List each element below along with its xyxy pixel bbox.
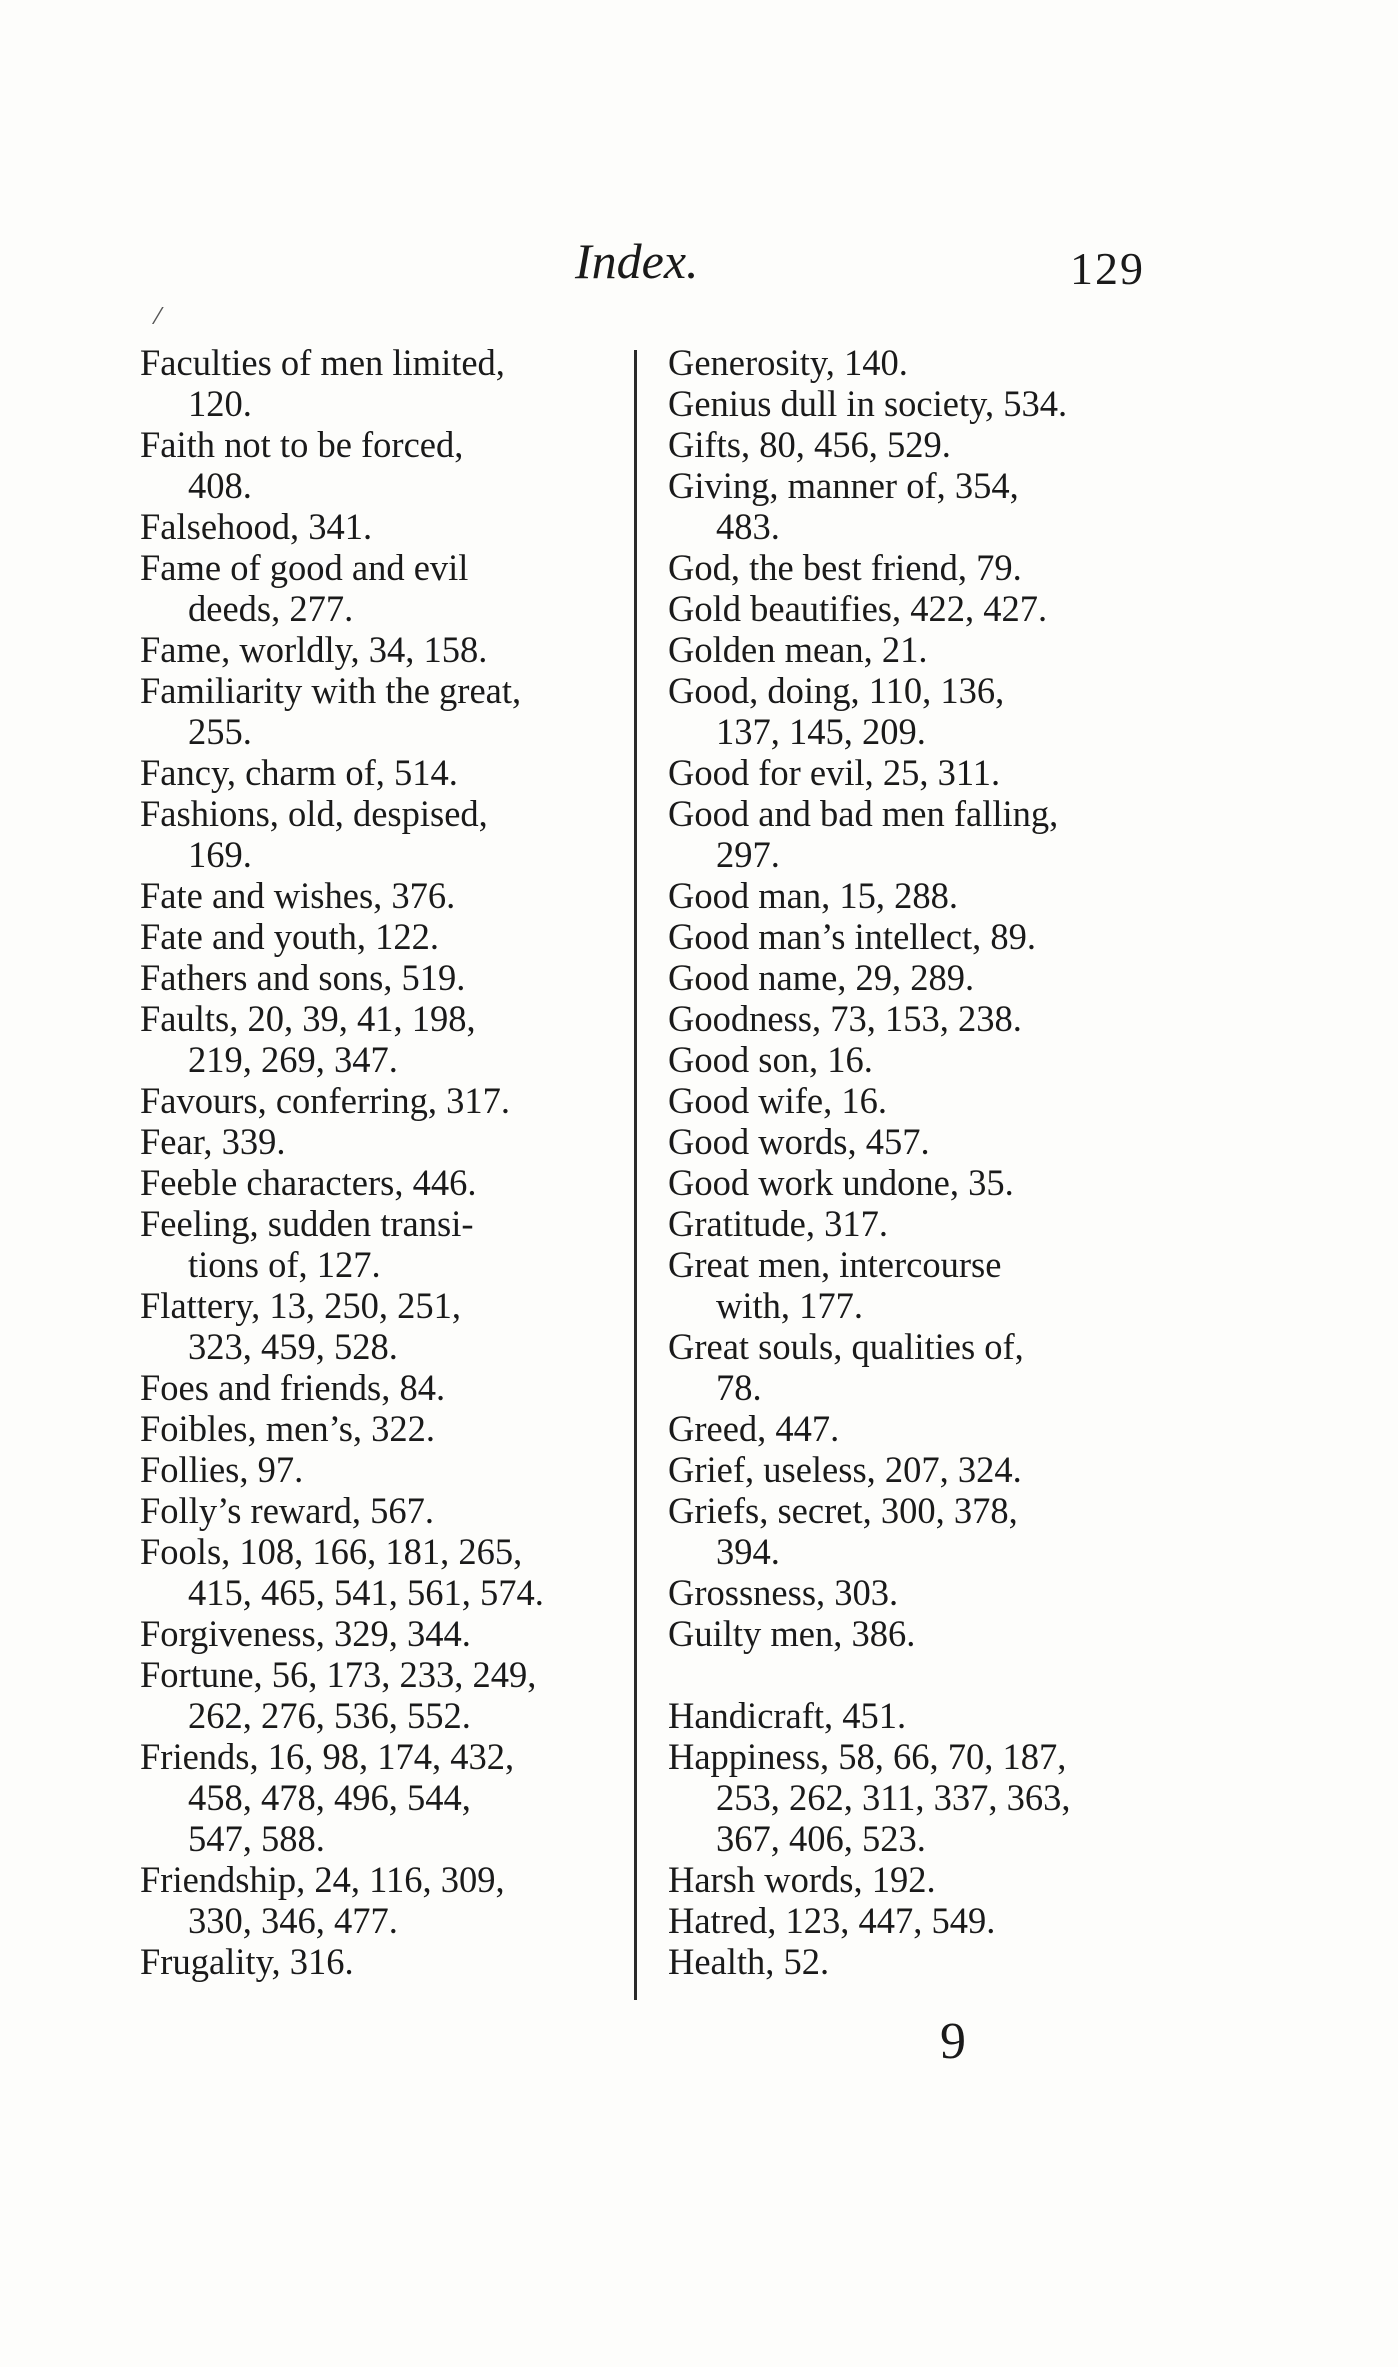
stray-mark: ⁄ [156,305,160,330]
index-entry-continuation: 415, 465, 541, 561, 574. [188,1572,544,1613]
section-gap [668,1654,1168,1695]
column-divider [634,350,637,2000]
index-entry-line: Gifts, 80, 456, 529. [668,424,951,465]
index-entry [668,1941,1168,1982]
index-entry [140,752,615,793]
index-entry-line: Good name, 29, 289. [668,957,975,998]
index-entry [668,1859,1168,1900]
index-entry-line: Fools, 108, 166, 181, 265, [140,1531,523,1572]
index-entry [140,629,615,670]
index-entry-line: Good man, 15, 288. [668,875,958,916]
index-entry-continuation: 262, 276, 536, 552. [188,1695,471,1736]
index-column-left [140,342,615,1982]
index-entry-line: Fame of good and evil [140,547,469,588]
index-entry [668,383,1168,424]
index-entry-line: Folly’s reward, 567. [140,1490,434,1531]
index-entry-line: Fame, worldly, 34, 158. [140,629,488,670]
index-entry [668,1203,1168,1244]
index-column-right [668,342,1168,1982]
index-entry-continuation: 408. [188,465,252,506]
index-entry [668,1449,1168,1490]
index-entry [140,342,615,424]
index-entry-continuation: 323, 459, 528. [188,1326,398,1367]
index-entry-line: Greed, 447. [668,1408,840,1449]
index-entry-line: Goodness, 73, 153, 238. [668,998,1022,1039]
index-entry [668,1736,1168,1859]
index-entry [140,1367,615,1408]
index-entry-line: Feeling, sudden transi- [140,1203,474,1244]
index-entry [140,547,615,629]
index-entry-continuation: 120. [188,383,252,424]
index-entry-line: Great men, intercourse [668,1244,1002,1285]
index-entry [668,1900,1168,1941]
index-entry [668,670,1168,752]
index-entry-line: Fathers and sons, 519. [140,957,466,998]
index-entry-line: Health, 52. [668,1941,830,1982]
index-entry-line: Friendship, 24, 116, 309, [140,1859,505,1900]
index-entry-continuation: 483. [716,506,780,547]
index-entry-line: Guilty men, 386. [668,1613,916,1654]
index-entry-line: Follies, 97. [140,1449,304,1490]
index-entry-line: Fate and wishes, 376. [140,875,456,916]
index-entry [140,1162,615,1203]
index-entry-line: Griefs, secret, 300, 378, [668,1490,1018,1531]
index-entry [668,1162,1168,1203]
index-entry-line: Golden mean, 21. [668,629,928,670]
index-entry [140,1941,615,1982]
index-entry-line: Familiarity with the great, [140,670,522,711]
index-entry-line: Fate and youth, 122. [140,916,440,957]
index-entry-continuation: 547, 588. [188,1818,325,1859]
index-entry-line: Good, doing, 110, 136, [668,670,1005,711]
index-entry-line: Fear, 339. [140,1121,286,1162]
index-entry-line: Grossness, 303. [668,1572,899,1613]
index-entry-continuation: tions of, 127. [188,1244,381,1285]
index-entry [140,1736,615,1859]
index-entry-line: Grief, useless, 207, 324. [668,1449,1022,1490]
index-entry [140,1203,615,1285]
index-entry [140,1080,615,1121]
index-entry-line: Good man’s intellect, 89. [668,916,1036,957]
index-entry-line: Harsh words, 192. [668,1859,936,1900]
index-entry [140,1531,615,1613]
index-entry [668,998,1168,1039]
index-entry [668,1080,1168,1121]
index-entry-line: Handicraft, 451. [668,1695,907,1736]
index-entry-line: Faults, 20, 39, 41, 198, [140,998,476,1039]
index-entry-line: Faculties of men limited, [140,342,505,383]
index-entry [668,875,1168,916]
index-entry-continuation: 137, 145, 209. [716,711,926,752]
index-entry [668,752,1168,793]
signature-number: 9 [940,2013,966,2070]
index-entry-line: Feeble characters, 446. [140,1162,477,1203]
index-entry-continuation: 253, 262, 311, 337, 363, [716,1777,1071,1818]
index-entry-line: Friends, 16, 98, 174, 432, [140,1736,515,1777]
index-entry [668,1408,1168,1449]
index-entry [668,916,1168,957]
index-entry-line: Foibles, men’s, 322. [140,1408,436,1449]
index-entry-line: Good wife, 16. [668,1080,887,1121]
index-entry-line: Great souls, qualities of, [668,1326,1024,1367]
page-number: 129 [1070,243,1145,294]
index-entry-continuation: 219, 269, 347. [188,1039,398,1080]
index-entry-continuation: 394. [716,1531,780,1572]
index-entry [668,588,1168,629]
index-entry [140,670,615,752]
index-entry-line: Genius dull in society, 534. [668,383,1068,424]
index-entry-line: Faith not to be forced, [140,424,464,465]
index-entry-line: Forgiveness, 329, 344. [140,1613,471,1654]
index-entry-continuation: deeds, 277. [188,588,354,629]
index-entry [668,1244,1168,1326]
index-entry-line: Happiness, 58, 66, 70, 187, [668,1736,1067,1777]
index-entry-continuation: 255. [188,711,252,752]
index-entry-line: Fortune, 56, 173, 233, 249, [140,1654,537,1695]
index-entry [668,342,1168,383]
index-entry [668,1572,1168,1613]
index-entry-line: Good words, 457. [668,1121,930,1162]
index-entry [668,424,1168,465]
index-entry-line: Hatred, 123, 447, 549. [668,1900,996,1941]
index-entry-continuation: 367, 406, 523. [716,1818,926,1859]
index-entry [668,629,1168,670]
index-entry-continuation: 297. [716,834,780,875]
index-entry [140,1654,615,1736]
index-entry [140,1285,615,1367]
index-entry [668,1039,1168,1080]
index-entry [668,1490,1168,1572]
index-entry [140,424,615,506]
index-entry-line: Good for evil, 25, 311. [668,752,1001,793]
running-head-title: Index. [575,233,699,289]
index-entry [140,506,615,547]
index-entry [140,1408,615,1449]
index-entry [668,1695,1168,1736]
index-entry-line: Good and bad men falling, [668,793,1059,834]
index-entry [668,1613,1168,1654]
index-entry-line: Gold beautifies, 422, 427. [668,588,1048,629]
index-entry [140,1121,615,1162]
index-entry [668,1121,1168,1162]
index-entry-line: God, the best friend, 79. [668,547,1022,588]
index-entry-line: Generosity, 140. [668,342,908,383]
index-entry [140,1859,615,1941]
index-entry-line: Gratitude, 317. [668,1203,888,1244]
index-entry-line: Fancy, charm of, 514. [140,752,458,793]
index-entry-continuation: 78. [716,1367,762,1408]
index-entry-line: Frugality, 316. [140,1941,354,1982]
index-entry-line: Foes and friends, 84. [140,1367,446,1408]
index-entry-line: Good son, 16. [668,1039,873,1080]
index-entry [140,1613,615,1654]
index-entry-line: Fashions, old, despised, [140,793,488,834]
index-entry [140,916,615,957]
index-entry-line: Flattery, 13, 250, 251, [140,1285,462,1326]
index-entry [140,793,615,875]
index-entry [140,1449,615,1490]
index-entry [668,957,1168,998]
index-entry-line: Favours, conferring, 317. [140,1080,510,1121]
index-entry [140,998,615,1080]
index-entry-line: Giving, manner of, 354, [668,465,1019,506]
index-entry [668,465,1168,547]
index-entry-line: Good work undone, 35. [668,1162,1014,1203]
index-entry-continuation: 458, 478, 496, 544, [188,1777,471,1818]
index-entry [140,1490,615,1531]
index-entry [140,957,615,998]
index-entry [668,793,1168,875]
index-entry-continuation: 330, 346, 477. [188,1900,398,1941]
index-entry-line: Falsehood, 341. [140,506,373,547]
index-entry [140,875,615,916]
index-entry [668,547,1168,588]
index-entry [668,1326,1168,1408]
index-entry-continuation: 169. [188,834,252,875]
index-entry-continuation: with, 177. [716,1285,864,1326]
